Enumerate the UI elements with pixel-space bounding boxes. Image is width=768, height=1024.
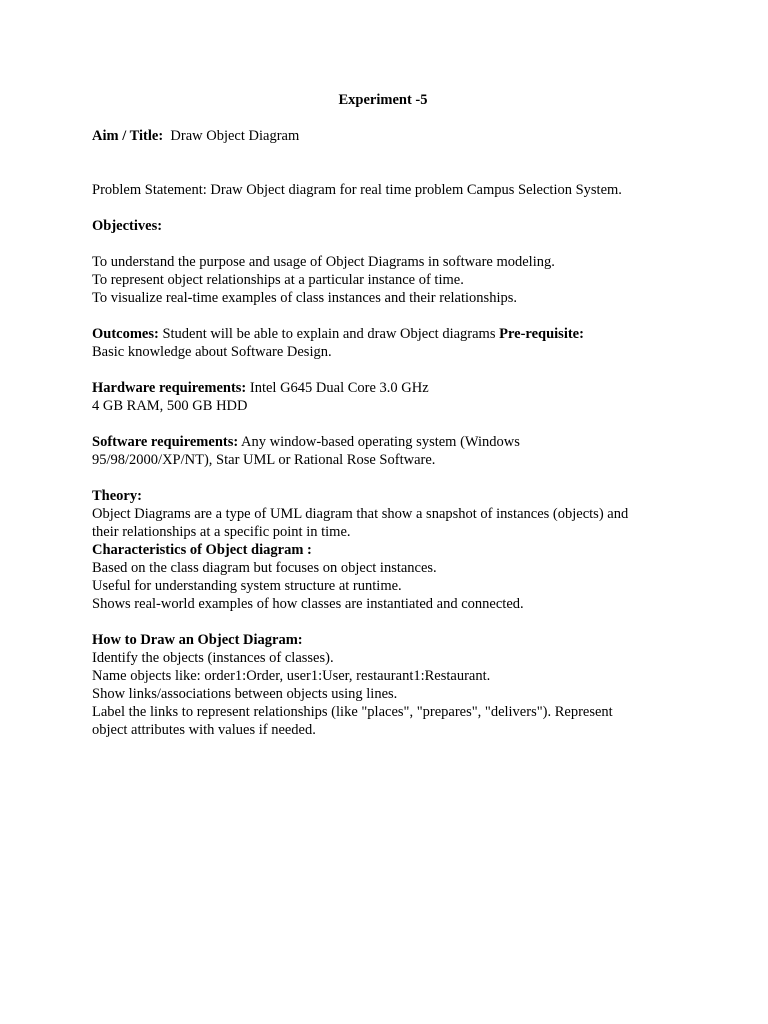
characteristics-heading: Characteristics of Object diagram : [92,542,312,558]
aim-line [92,127,692,145]
objective-item: To visualize real-time examples of class instances and their relationships. [92,290,517,306]
objectives-heading: Objectives: [92,218,163,234]
software-value: Any window-based operating system (Windows [241,434,520,450]
how-to-line: object attributes with values if needed. [92,722,316,738]
hardware-value: Intel G645 Dual Core 3.0 GHz [249,380,429,396]
outcomes-line [92,325,692,343]
objective-item: To understand the purpose and usage of Object Diagrams in software modeling. [92,254,555,270]
aim-label: Aim / Title: [92,128,164,144]
prerequisite-text: Basic knowledge about Software Design. [92,344,332,360]
outcomes-text: Student will be able to explain and draw Object diagrams [162,326,496,342]
problem-statement: Problem Statement: Draw Object diagram for real time problem Campus Selection System. [92,182,622,198]
how-to-line: Show links/associations between objects using lines. [92,686,398,702]
aim-value: Draw Object Diagram [170,128,300,144]
characteristic-item: Useful for understanding system structure at runtime. [92,578,402,594]
software-line [92,433,692,451]
theory-text: Object Diagrams are a type of UML diagram that show a snapshot of instances (objects) and [92,506,629,522]
software-label: Software requirements: [92,434,239,450]
hardware-line [92,379,692,397]
software-value-2: 95/98/2000/XP/NT), Star UML or Rational Rose Software. [92,452,436,468]
hardware-label: Hardware requirements: [92,380,247,396]
theory-heading: Theory: [92,488,142,504]
objective-item: To represent object relationships at a particular instance of time. [92,272,464,288]
how-to-line: Label the links to represent relationships (like "places", "prepares", "delivers"). Represent [92,704,613,720]
outcomes-label: Outcomes: [92,326,159,342]
characteristic-item: Based on the class diagram but focuses on object instances. [92,560,437,576]
prerequisite-label: Pre-requisite: [499,326,584,342]
experiment-title: Experiment -5 [338,92,428,108]
document-page [92,91,692,739]
how-to-line: Name objects like: order1:Order, user1:User, restaurant1:Restaurant. [92,668,491,684]
how-to-heading: How to Draw an Object Diagram: [92,632,303,648]
theory-text: their relationships at a specific point in time. [92,524,351,540]
how-to-line: Identify the objects (instances of classes). [92,650,334,666]
characteristic-item: Shows real-world examples of how classes are instantiated and connected. [92,596,524,612]
hardware-value-2: 4 GB RAM, 500 GB HDD [92,398,248,414]
